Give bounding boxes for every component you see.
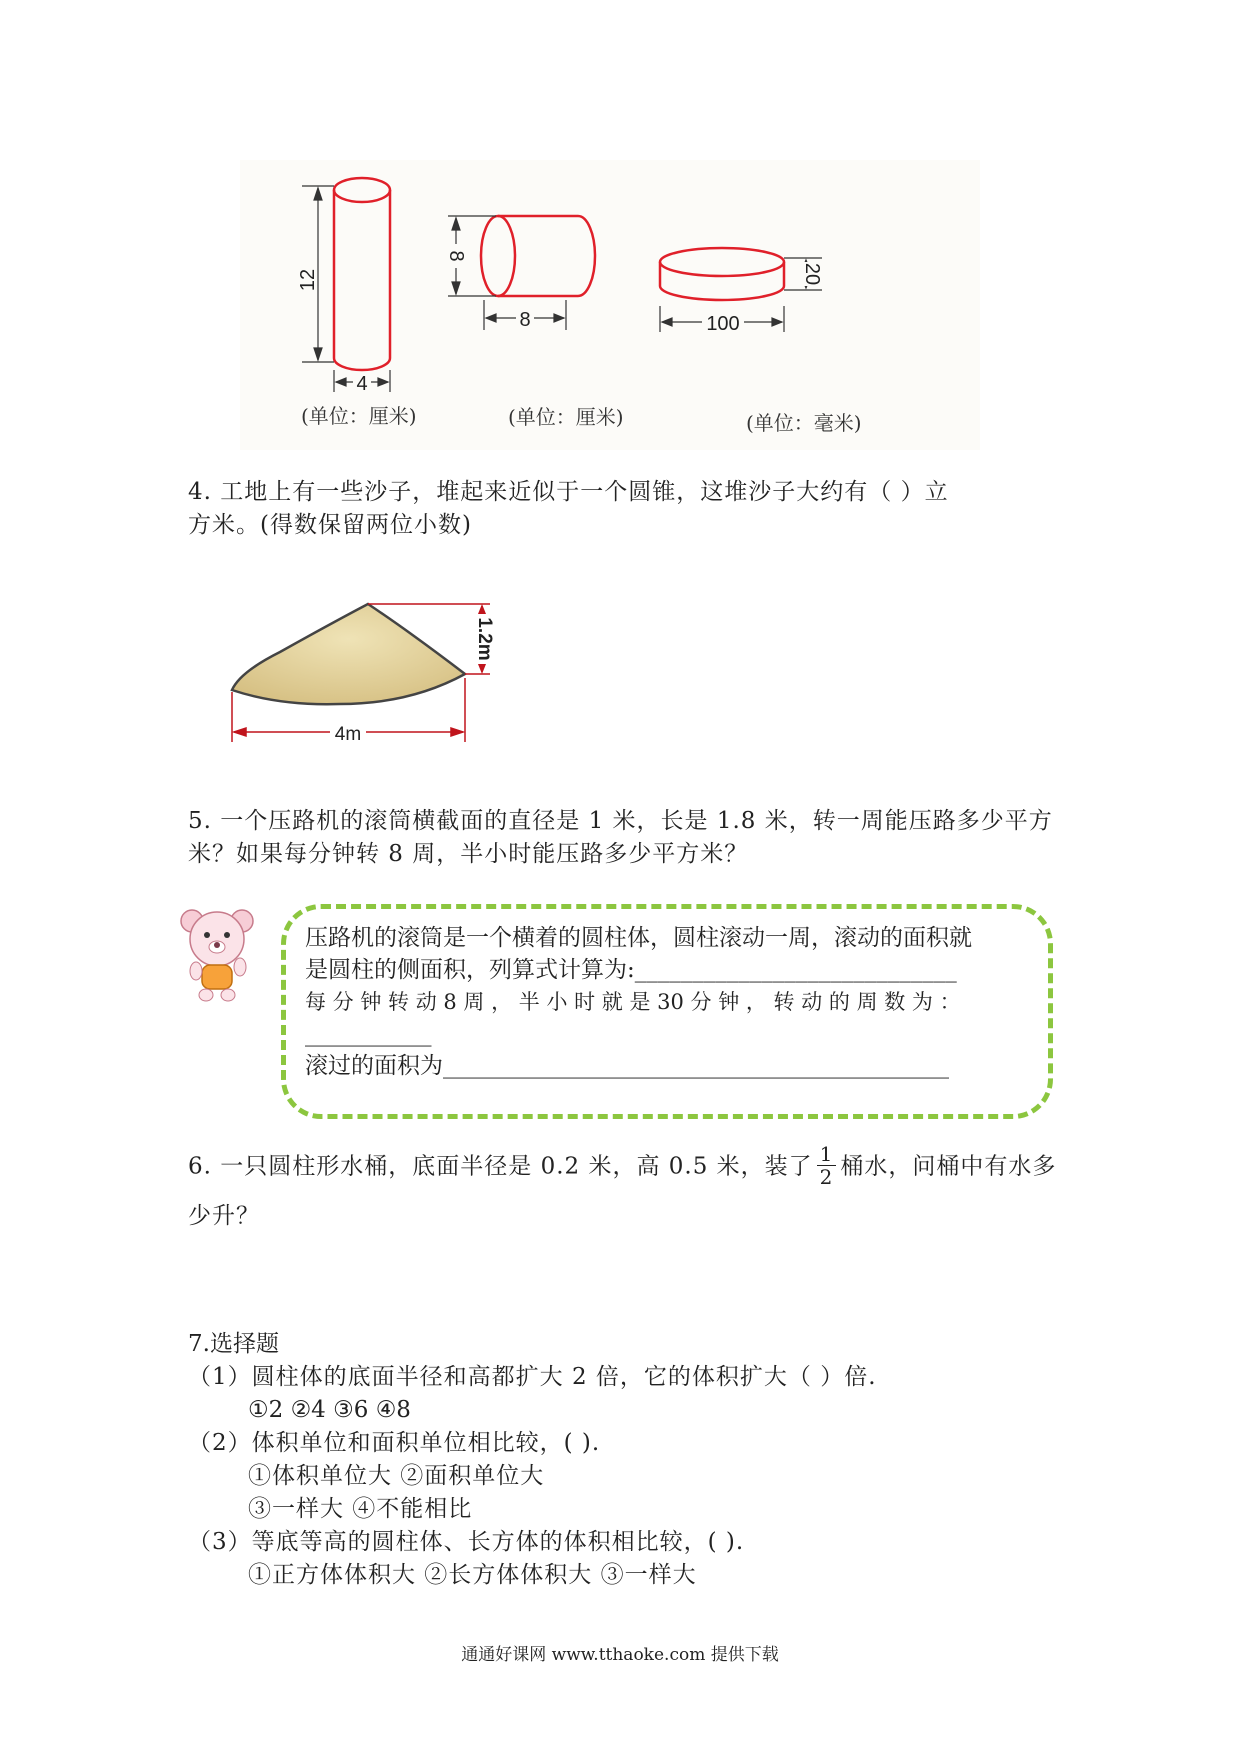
sand-cone-diagram	[220, 592, 510, 757]
q7-p1-options: ①2 ②4 ③6 ④8	[248, 1397, 411, 1423]
q6-line1	[188, 1142, 1057, 1190]
hint-line1: 压路机的滚筒是一个横着的圆柱体，圆柱滚动一周，滚动的面积就	[305, 925, 972, 951]
hint-line2: 是圆柱的侧面积，列算式计算为:____________________________	[305, 957, 957, 983]
cyl3-width-label: 100	[706, 313, 740, 335]
q7-p3-options: ①正方体体积大 ②长方体体积大 ③一样大	[248, 1562, 697, 1588]
cyl1-unit: (单位：厘米)	[301, 404, 417, 428]
q6-post: 桶水，问桶中有水多	[840, 1153, 1057, 1180]
cyl1-height-label: 12	[297, 268, 319, 292]
q7-p2-options-b: ③一样大 ④不能相比	[248, 1496, 473, 1522]
q7-p2-options-a: ①体积单位大 ②面积单位大	[248, 1463, 545, 1489]
cone-height-label: 1.2m	[474, 617, 495, 661]
sand-cone-figure	[220, 592, 510, 757]
q4-line2: 方米。(得数保留两位小数)	[188, 512, 472, 538]
bear-mascot-icon	[178, 905, 260, 1005]
cyl3-height-label: 20	[801, 262, 823, 286]
cyl1-width-label: 4	[356, 373, 368, 395]
q4-line1: 4. 工地上有一些沙子，堆起来近似于一个圆锥，这堆沙子大约有（ ）立	[188, 479, 949, 505]
sand-pile	[232, 604, 465, 704]
q7-title: 7.选择题	[188, 1331, 279, 1357]
q7-p3: （3）等底等高的圆柱体、长方体的体积相比较，( ).	[188, 1529, 745, 1555]
cyl2-height-label: 8	[445, 250, 467, 262]
footer: 通通好课网 www.tthaoke.com 提供下载	[461, 1645, 779, 1665]
q6-fraction: $\frac{1}{2}$	[817, 1143, 837, 1188]
q5-line1: 5. 一个压路机的滚筒横截面的直径是 1 米，长是 1.8 米，转一周能压路多少平方	[188, 808, 1053, 834]
cyl2-width-label: 8	[519, 309, 531, 331]
q6-pre: 6. 一只圆柱形水桶，底面半径是 0.2 米，高 0.5 米，装了	[188, 1153, 813, 1180]
q7-p1: （1）圆柱体的底面半径和高都扩大 2 倍，它的体积扩大（ ）倍.	[188, 1364, 877, 1390]
hint-line3: 每 分 钟 转 动 8 周 ， 半 小 时 就 是 30 分 钟 ， 转 动 的 周 数 为 ：	[305, 990, 961, 1014]
q7-p2: （2）体积单位和面积单位相比较，( ).	[188, 1430, 601, 1456]
q5-line2: 米？如果每分钟转 8 周，半小时能压路多少平方米？	[188, 841, 749, 867]
q6-line2: 少升？	[188, 1203, 260, 1229]
cone-width-label: 4m	[334, 724, 362, 745]
hint-line4: ___________	[305, 1021, 432, 1047]
hint-line5: 滚过的面积为____________________________________________	[305, 1053, 949, 1079]
cyl3-unit: (单位：毫米)	[746, 411, 862, 435]
cyl2-unit: (单位：厘米)	[508, 405, 624, 429]
